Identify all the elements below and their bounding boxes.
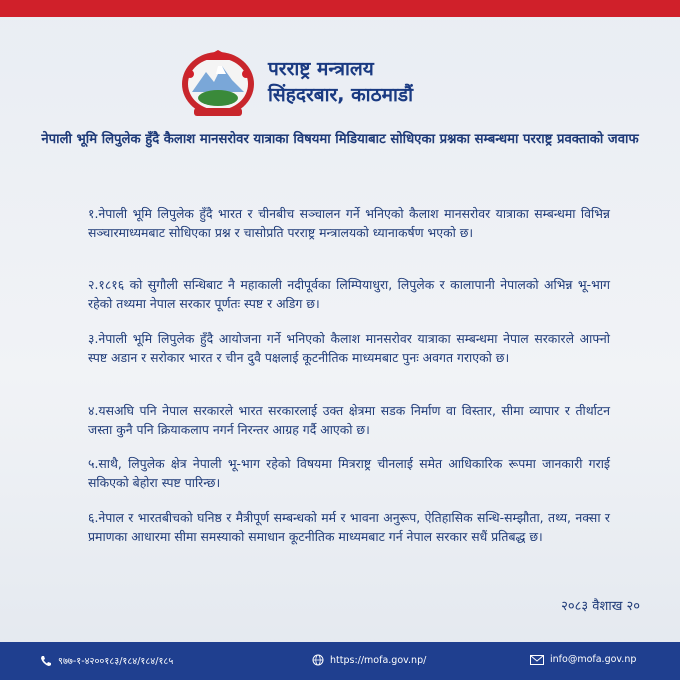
- email-address: info@mofa.gov.np: [550, 654, 637, 665]
- website-link: https://mofa.gov.np/: [330, 654, 427, 666]
- paragraph-4: ४.यसअघि पनि नेपाल सरकारले भारत सरकारलाई उक्त क्षेत्रमा सडक निर्माण वा विस्तार, सीमा व्यापार र तीर्थाटन जस्ता कुनै पनि क्रियाकलाप नगर्न निरन्तर आग्रह गर्दै आएको छ।: [88, 403, 610, 437]
- paragraph-2: २.१८१६ को सुगौली सन्धिबाट नै महाकाली नदीपूर्वका लिम्पियाधुरा, लिपुलेक र कालापानी नेपालको अभिन्न भू-भाग रहेको तथ्यमा नेपाल सरकार पूर्णतः स्पष्ट र अडिग छ।: [88, 277, 610, 311]
- statement-date: २०८३ वैशाख २०: [561, 599, 640, 614]
- footer-email[interactable]: [530, 654, 636, 665]
- top-red-bar: [0, 0, 680, 17]
- ministry-header: [178, 44, 413, 120]
- contact-footer: [0, 642, 680, 680]
- national-emblem-icon: [178, 44, 258, 120]
- ministry-name: परराष्ट्र मन्त्रालय: [268, 58, 374, 80]
- phone-number: ९७७-१-४२००१८३/१८४/१८४/१८५: [58, 656, 174, 667]
- globe-icon: [312, 654, 324, 666]
- ministry-location: सिंहदरबार, काठमाडौं: [268, 84, 414, 106]
- paragraph-1: १.नेपाली भूमि लिपुलेक हुँदै भारत र चीनबीच सञ्चालन गर्ने भनिएको कैलाश मानसरोवर यात्राका सम्बन्धमा विभिन्न सञ्चारमाध्यमबाट सोधिएका प्रश्न र चासोप्रति परराष्ट्र मन्त्रालयको ध्यानाकर्षण भएको छ।: [88, 206, 610, 240]
- statement-title: नेपाली भूमि लिपुलेक हुँदै कैलाश मानसरोवर यात्राका विषयमा मिडियाबाट सोधिएका प्रश्नका सम्बन्धमा परराष्ट्र प्रवक्ताको जवाफ: [41, 132, 639, 147]
- paragraph-3: ३.नेपाली भूमि लिपुलेक हुँदै आयोजना गर्ने भनिएको कैलाश मानसरोवर यात्राका सम्बन्धमा नेपाल सरकारले आफ्नो स्पष्ट अडान र सरोकार भारत र चीन दुवै पक्षलाई कूटनीतिक माध्यमबाट पुनः अवगत गराएको छ।: [88, 331, 610, 365]
- footer-phone[interactable]: [40, 654, 173, 667]
- paragraph-6: ६.नेपाल र भारतबीचको घनिष्ठ र मैत्रीपूर्ण सम्बन्धको मर्म र भावना अनुरूप, ऐतिहासिक सन्धि-सम्झौता, तथ्य, नक्सा र प्रमाणका आधारमा सीमा समस्याको समाधान कूटनीतिक माध्यमबाट गर्न नेपाल सरकार सधैं प्रतिबद्ध छ।: [88, 510, 610, 544]
- footer-website[interactable]: [312, 654, 426, 666]
- mail-icon: [530, 655, 544, 665]
- paragraph-5: ५.साथै, लिपुलेक क्षेत्र नेपाली भू-भाग रहेको विषयमा मित्रराष्ट्र चीनलाई समेत आधिकारिक रूपमा जानकारी गराई सकिएको बेहोरा स्पष्ट पारिन्छ।: [88, 456, 610, 490]
- phone-icon: [40, 655, 52, 667]
